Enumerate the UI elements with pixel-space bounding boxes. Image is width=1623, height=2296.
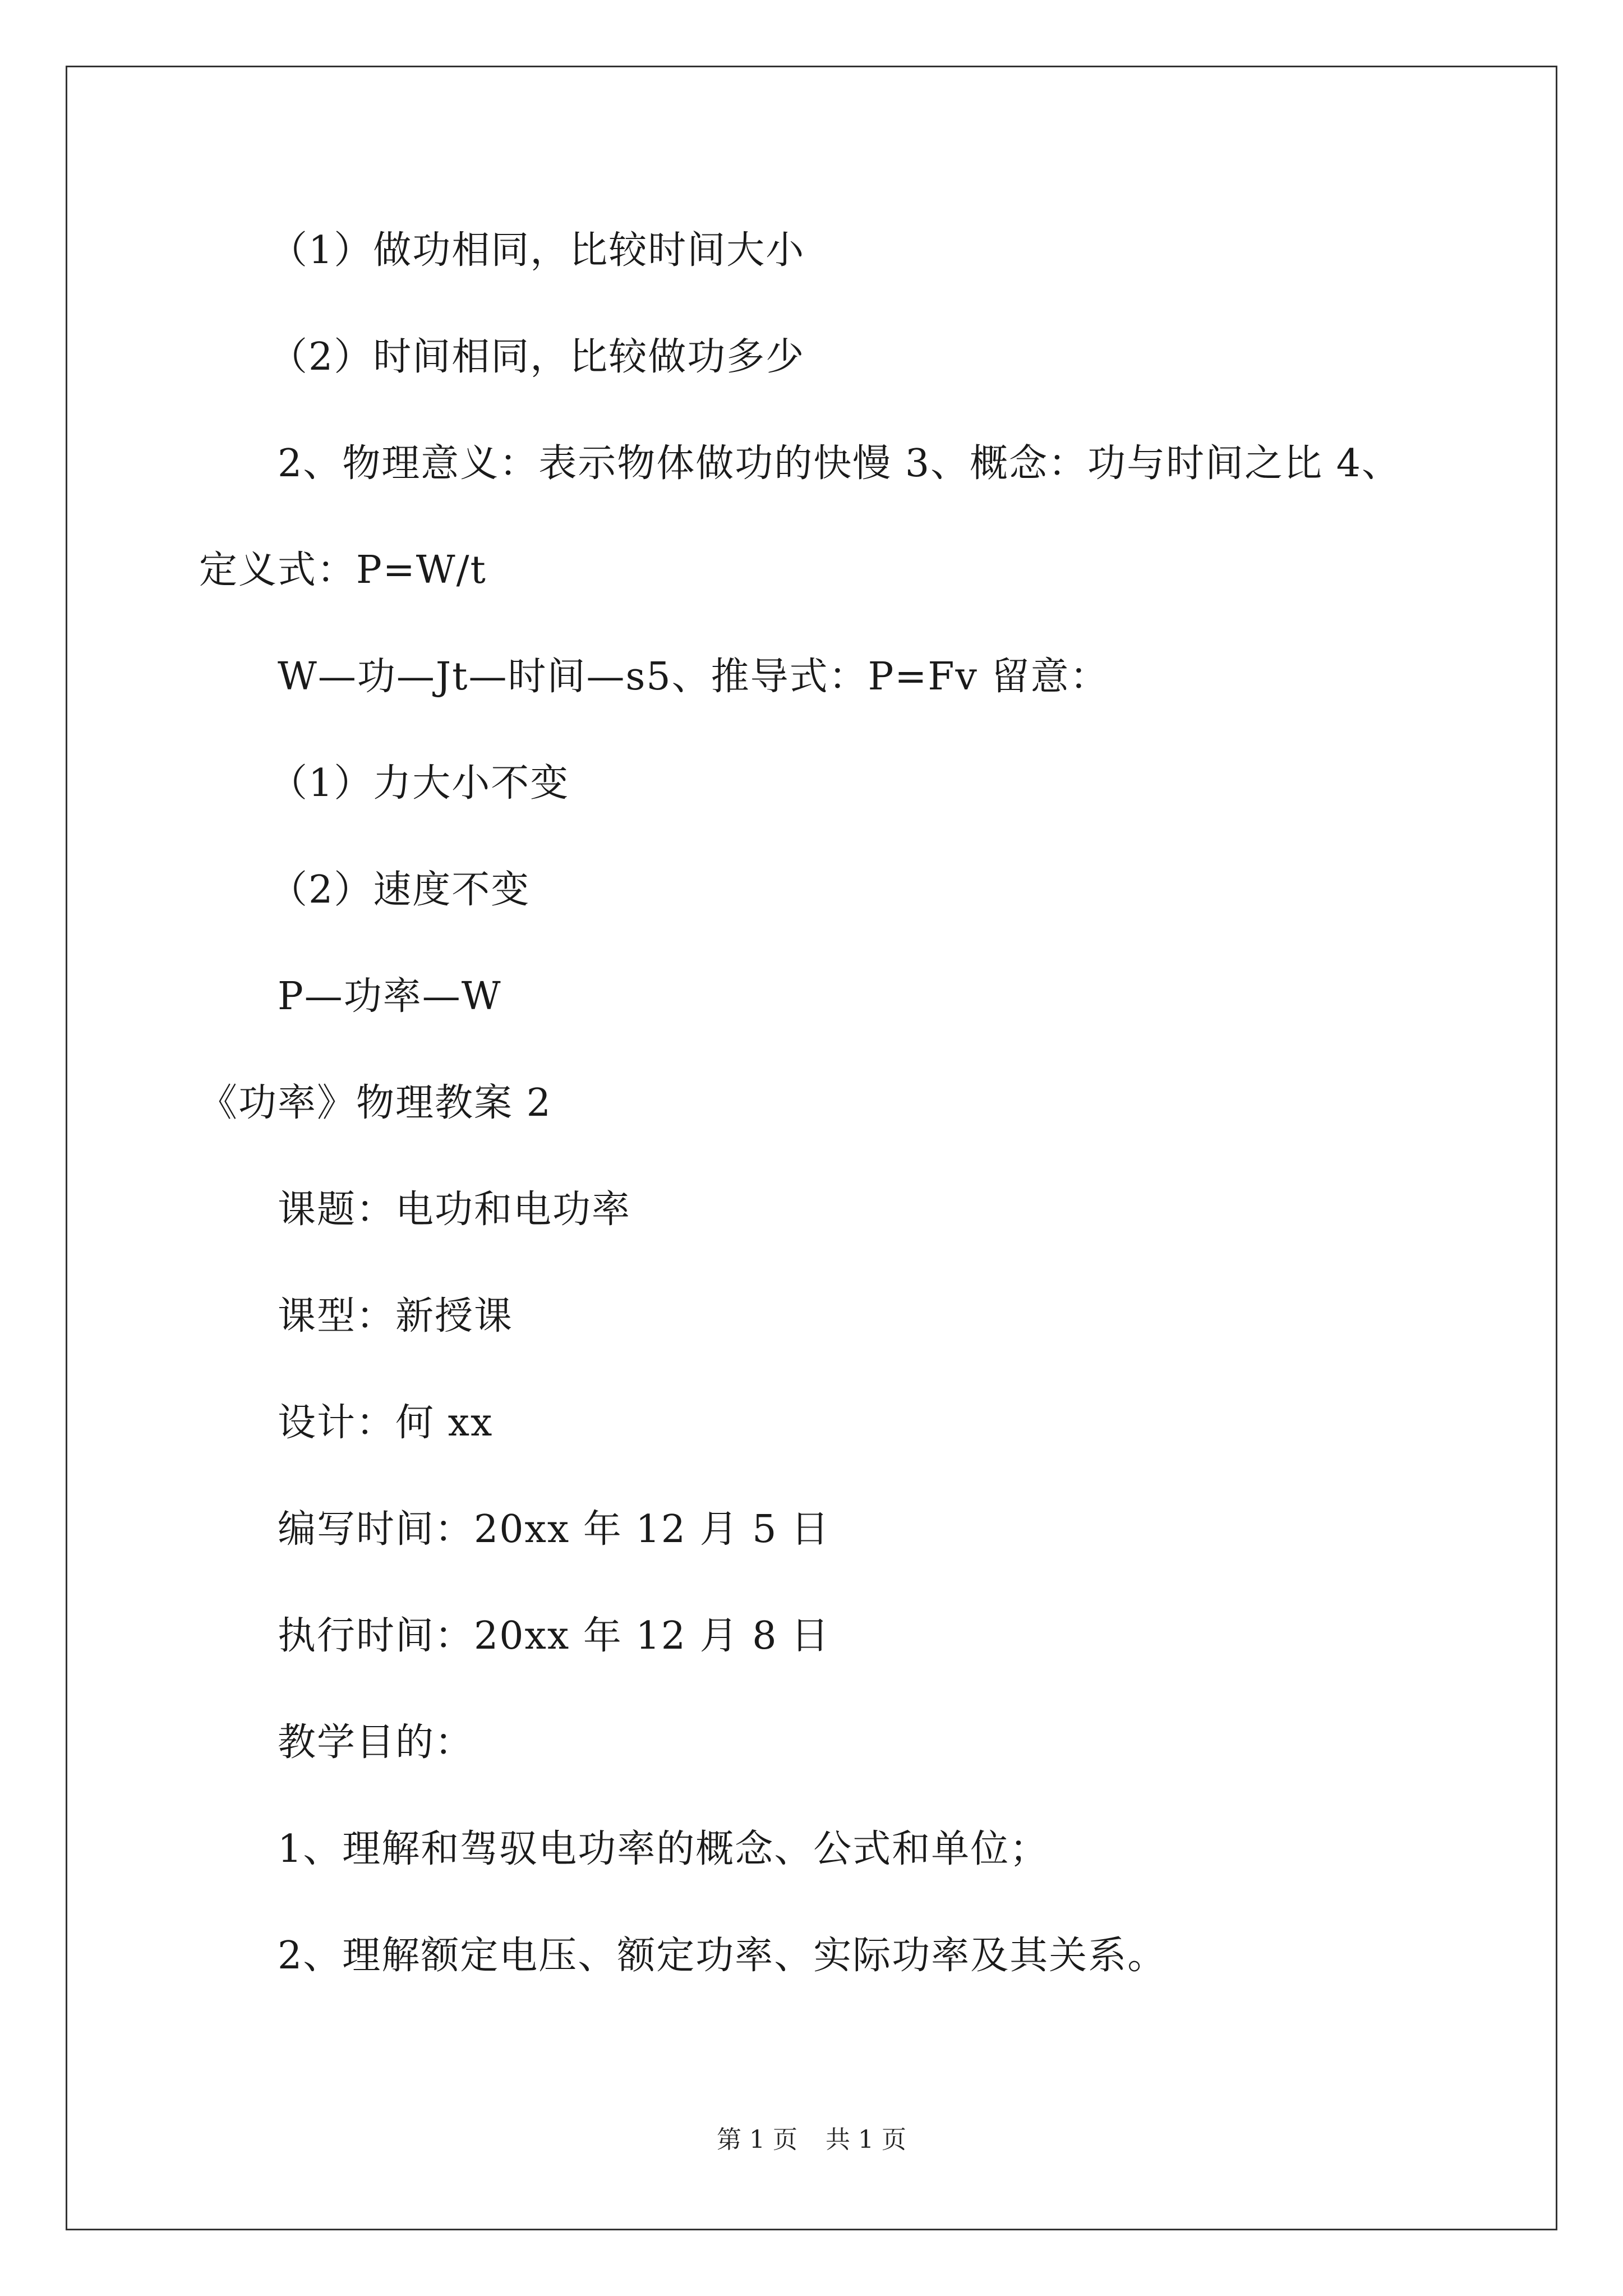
text-line-8: P—功率—W (278, 974, 502, 1019)
text-line-6: （1）力大小不变 (269, 761, 570, 806)
text-line-17: 2、理解额定电压、额定功率、实际功率及其关系。 (278, 1934, 1167, 1978)
text-line-4: 定义式：P=W/t (199, 548, 487, 592)
text-line-5: W—功—Jt—时间—s5、推导式：P=Fv 留意： (278, 655, 1109, 699)
text-line-1: （1）做功相同，比较时间大小 (269, 228, 805, 273)
page-border (66, 66, 1557, 2230)
text-line-15: 教学目的： (278, 1720, 474, 1765)
section-heading: 《功率》物理教案 2 (199, 1081, 552, 1125)
text-line-13: 编写时间：20xx 年 12 月 5 日 (278, 1507, 831, 1552)
page-footer (0, 2123, 1623, 2157)
page-number-total: 共 1 页 (826, 2125, 906, 2154)
text-line-16: 1、理解和驾驭电功率的概念、公式和单位； (278, 1827, 1049, 1871)
text-line-11: 课型：新授课 (278, 1294, 514, 1338)
text-line-14: 执行时间：20xx 年 12 月 8 日 (278, 1614, 831, 1658)
page-number-current: 第 1 页 (717, 2125, 797, 2154)
text-line-10: 课题：电功和电功率 (278, 1188, 631, 1232)
text-line-7: （2）速度不变 (269, 868, 531, 912)
text-line-2: （2）时间相同，比较做功多少 (269, 335, 805, 379)
text-line-3: 2、物理意义：表示物体做功的快慢 3、概念：功与时间之比 4、 (278, 441, 1401, 486)
text-line-12: 设计：何 xx (278, 1401, 494, 1445)
